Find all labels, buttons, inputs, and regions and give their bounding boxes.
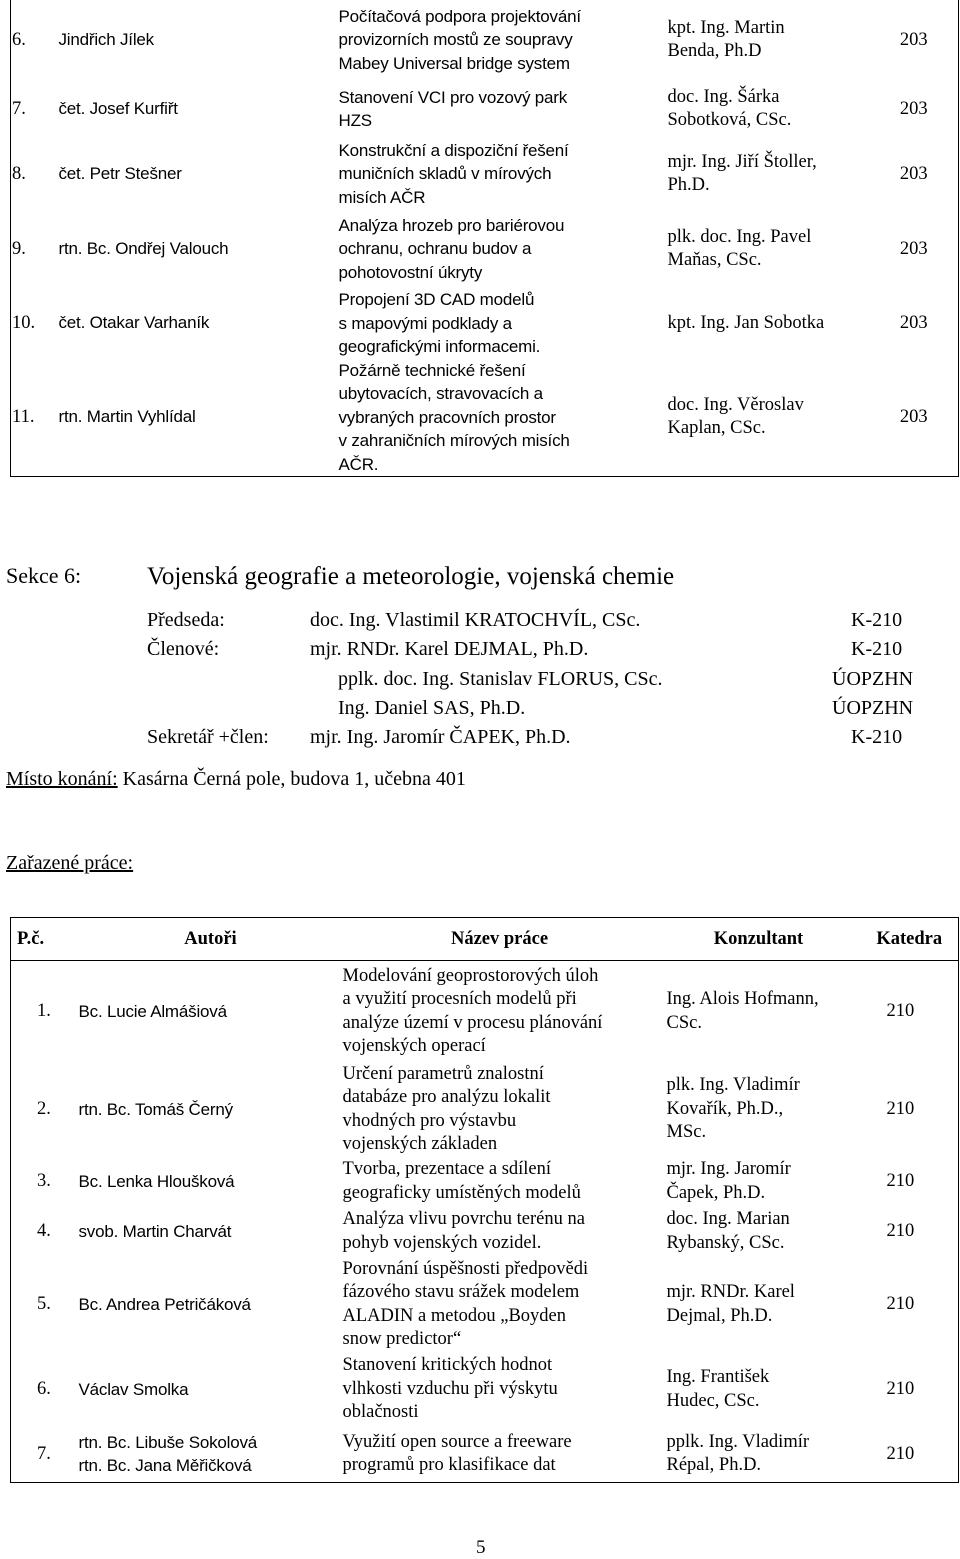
row-title-line: snow predictor“ — [342, 1329, 462, 1349]
table-row — [11, 1353, 959, 1427]
row-dept: 210 — [886, 1294, 915, 1314]
row-author: čet. Petr Stešner — [58, 164, 182, 183]
venue-label: Místo konání: — [6, 768, 118, 790]
person-dept: K-210 — [851, 726, 903, 748]
row-consultant-line: doc. Ing. Šárka — [667, 86, 780, 107]
row-number: 3. — [37, 1171, 51, 1191]
secretary-label: Sekretář +člen: — [147, 726, 269, 748]
row-title-line: muničních skladů v mírových — [338, 164, 552, 184]
row-title-line: Stanovení kritických hodnot — [342, 1355, 553, 1376]
table-row — [11, 0, 959, 80]
row-title-line: AČR. — [338, 454, 379, 474]
header-title: Název práce — [343, 918, 657, 961]
row-title-line: ALADIN a metodou „Boyden — [342, 1305, 566, 1326]
person-name: mjr. Ing. Jaromír ČAPEK, Ph.D. — [310, 726, 571, 748]
row-consultant — [657, 1063, 861, 1157]
person-dept: K-210 — [851, 638, 903, 660]
row-author: rtn. Bc. Ondřej Valouch — [58, 239, 229, 258]
row-authors-line: Václav Smolka — [78, 1379, 189, 1399]
row-number: 1. — [37, 1001, 51, 1022]
row-dept: 210 — [886, 1171, 915, 1191]
members-label: Členové: — [147, 638, 220, 660]
works-header-row — [11, 918, 959, 961]
row-title — [343, 1427, 657, 1483]
row-authors-line: rtn. Bc. Jana Měřičková — [78, 1456, 252, 1476]
table-row — [11, 1257, 959, 1353]
row-authors-line: Bc. Lenka Hloušková — [78, 1171, 235, 1191]
row-title-line: geograficky umístěných modelů — [342, 1182, 581, 1203]
row-consultant — [660, 138, 870, 210]
row-title-line: databáze pro analýzu lokalit — [342, 1087, 551, 1107]
table-row — [11, 138, 959, 210]
row-title-line: Analýza hrozeb pro bariérovou — [338, 215, 565, 235]
row-authors — [79, 1157, 343, 1207]
row-consultant-line: Ing. Alois Hofmann, — [666, 989, 819, 1010]
row-consultant — [657, 1157, 861, 1207]
person-name: doc. Ing. Vlastimil KRATOCHVÍL, CSc. — [310, 609, 641, 631]
row-number: 2. — [37, 1099, 51, 1119]
row-consultant-line: doc. Ing. Marian — [666, 1209, 790, 1229]
row-number: 6. — [37, 1379, 51, 1399]
row-title-line: vhodných pro výstavbu — [342, 1110, 517, 1131]
header-consultant: Konzultant — [657, 918, 861, 961]
top-table-body — [11, 0, 959, 477]
row-title-line: HZS — [338, 111, 372, 130]
row-title-line: vlhkosti vzduchu při výskytu — [342, 1378, 558, 1399]
row-title — [335, 288, 660, 359]
row-dept: 203 — [899, 163, 928, 184]
row-authors-line: Bc. Andrea Petričáková — [78, 1294, 251, 1314]
row-title — [343, 1207, 657, 1257]
person-dept: ÚOPZHN — [832, 697, 914, 719]
row-number: 7. — [12, 98, 26, 119]
row-consultant-line: mjr. Ing. Jaromír — [666, 1159, 791, 1179]
person-name: mjr. RNDr. Karel DEJMAL, Ph.D. — [310, 638, 589, 660]
row-consultant — [660, 0, 870, 80]
table-row — [11, 210, 959, 288]
row-title — [343, 1257, 657, 1353]
row-consultant-line: plk. Ing. Vladimír — [666, 1075, 800, 1096]
person-dept: K-210 — [851, 609, 903, 631]
row-title-line: Tvorba, prezentace a sdílení — [342, 1159, 552, 1179]
row-consultant-line: Maňas, CSc. — [667, 250, 762, 270]
row-number: 7. — [37, 1443, 51, 1464]
row-dept: 203 — [899, 312, 928, 333]
row-consultant-line: Rybanský, CSc. — [666, 1232, 785, 1253]
table-row — [11, 1063, 959, 1157]
row-title-line: Analýza vlivu povrchu terénu na — [342, 1209, 585, 1229]
row-title-line: a využití procesních modelů při — [342, 989, 577, 1010]
row-title-line: analýze území v procesu plánování — [342, 1012, 603, 1033]
row-consultant-line: Benda, Ph.D — [667, 41, 762, 61]
row-consultant — [657, 1207, 861, 1257]
row-title-line: pohotovostní úkryty — [338, 262, 483, 282]
row-title — [335, 80, 660, 138]
row-number: 4. — [37, 1221, 51, 1241]
row-consultant — [660, 80, 870, 138]
row-title-line: fázového stavu srážek modelem — [342, 1282, 580, 1302]
row-title-line: Mabey Universal bridge system — [338, 53, 570, 73]
table-row — [11, 359, 959, 477]
row-authors — [79, 1207, 343, 1257]
row-title-line: Konstrukční a dispoziční řešení — [338, 140, 569, 160]
row-authors-line: Bc. Lucie Almášiová — [78, 1002, 227, 1021]
row-dept: 203 — [899, 29, 928, 50]
section-title: Vojenská geografie a meteorologie, vojenská chemie — [147, 563, 675, 590]
row-title — [335, 138, 660, 210]
row-title-line: Modelování geoprostorových úloh — [342, 965, 599, 986]
row-number: 8. — [12, 163, 26, 184]
row-dept: 210 — [886, 1001, 915, 1022]
row-consultant — [660, 359, 870, 477]
row-consultant-line: Kaplan, CSc. — [667, 418, 766, 439]
row-title-line: ochranu, ochranu budov a — [338, 239, 532, 259]
row-title — [343, 1353, 657, 1427]
row-authors-line: rtn. Bc. Libuše Sokolová — [78, 1432, 258, 1452]
row-consultant-line: plk. doc. Ing. Pavel — [667, 226, 812, 247]
table-row — [11, 961, 959, 1063]
venue-line — [6, 768, 466, 791]
row-author: rtn. Martin Vyhlídal — [58, 407, 196, 427]
row-title — [343, 961, 657, 1063]
works-table-continued — [10, 0, 959, 477]
row-consultant — [657, 1257, 861, 1353]
works-table-body — [11, 961, 959, 1483]
chair-label: Předseda: — [147, 609, 225, 631]
table-row — [11, 288, 959, 359]
row-author: čet. Otakar Varhaník — [58, 313, 210, 333]
works-label: Zařazené práce: — [6, 852, 134, 874]
row-number: 11. — [12, 406, 35, 427]
row-consultant-line: mjr. RNDr. Karel — [666, 1282, 795, 1302]
works-table — [10, 917, 959, 1483]
row-title — [343, 1157, 657, 1207]
row-number: 6. — [12, 29, 26, 50]
row-title-line: Využití open source a freeware — [342, 1431, 572, 1452]
row-dept: 210 — [886, 1379, 915, 1399]
row-consultant — [660, 210, 870, 288]
row-authors — [79, 1427, 343, 1483]
row-consultant-line: CSc. — [666, 1012, 702, 1033]
row-consultant — [657, 1353, 861, 1427]
row-title-line: pohyb vojenských vozidel. — [342, 1232, 542, 1253]
page-number: 5 — [476, 1537, 486, 1558]
row-title-line: Určení parametrů znalostní — [342, 1063, 544, 1084]
row-title-line: vojenských operací — [342, 1036, 486, 1057]
row-title-line: Porovnání úspěšnosti předpovědi — [342, 1258, 589, 1279]
row-number: 10. — [12, 312, 36, 333]
row-title-line: vojenských základen — [342, 1134, 498, 1154]
table-row — [11, 80, 959, 138]
row-consultant-line: Ing. František — [666, 1367, 770, 1387]
row-consultant-line: Kovařík, Ph.D., — [666, 1098, 784, 1119]
row-title — [335, 359, 660, 477]
row-authors-line: rtn. Bc. Tomáš Černý — [78, 1099, 233, 1119]
table-row — [11, 1207, 959, 1257]
row-title-line: Stanovení VCI pro vozový park — [338, 87, 568, 107]
row-title-line: vybraných pracovních prostor — [338, 407, 556, 427]
row-consultant-line: Hudec, CSc. — [666, 1390, 760, 1411]
row-dept: 210 — [886, 1443, 915, 1464]
row-consultant-line: kpt. Ing. Martin — [667, 17, 785, 38]
row-consultant — [660, 288, 870, 359]
row-consultant-line: Ph.D. — [667, 175, 710, 195]
row-consultant-line: Sobotková, CSc. — [667, 110, 792, 130]
row-authors-line: svob. Martin Charvát — [78, 1221, 232, 1241]
row-consultant-line: MSc. — [666, 1122, 707, 1143]
row-consultant-line: kpt. Ing. Jan Sobotka — [667, 312, 825, 333]
row-author: Jindřich Jílek — [58, 30, 154, 49]
person-name: pplk. doc. Ing. Stanislav FLORUS, CSc. — [338, 668, 663, 690]
section-label: Sekce 6: — [6, 563, 82, 588]
row-title-line: provizorních mostů ze soupravy — [338, 30, 573, 50]
row-title — [335, 210, 660, 288]
row-dept: 203 — [899, 238, 928, 259]
row-authors — [79, 1063, 343, 1157]
row-title-line: s mapovými podklady a — [338, 313, 512, 333]
row-consultant-line: pplk. Ing. Vladimír — [666, 1431, 810, 1452]
row-title-line: oblačnosti — [342, 1402, 419, 1423]
row-consultant — [657, 961, 861, 1063]
row-consultant — [657, 1427, 861, 1483]
row-authors — [79, 1353, 343, 1427]
venue-value: Kasárna Černá pole, budova 1, učebna 401 — [122, 768, 466, 790]
row-title-line: misích AČR — [338, 187, 426, 207]
row-title-line: Propojení 3D CAD modelů — [338, 290, 535, 309]
row-authors — [79, 961, 343, 1063]
row-consultant-line: Dejmal, Ph.D. — [666, 1305, 773, 1326]
row-consultant-line: Čapek, Ph.D. — [666, 1182, 766, 1203]
header-authors: Autoři — [79, 918, 343, 961]
row-consultant-line: mjr. Ing. Jiří Štoller, — [667, 151, 817, 172]
row-title-line: Počítačová podpora projektování — [338, 6, 581, 26]
row-title-line: Požárně technické řešení — [338, 360, 526, 380]
row-title — [335, 0, 660, 80]
person-dept: ÚOPZHN — [832, 668, 914, 690]
header-num: P.č. — [11, 918, 79, 961]
table-row — [11, 1157, 959, 1207]
row-title-line: geografickými informacemi. — [338, 337, 541, 356]
row-dept: 210 — [886, 1221, 915, 1241]
row-dept: 203 — [899, 98, 928, 119]
row-consultant-line: Répal, Ph.D. — [666, 1455, 762, 1476]
row-title-line: ubytovacích, stravovacích a — [338, 384, 543, 403]
person-name: Ing. Daniel SAS, Ph.D. — [338, 697, 526, 719]
header-dept: Katedra — [861, 918, 959, 961]
row-author: čet. Josef Kurfiřt — [58, 99, 178, 118]
row-title-line: v zahraničních mírových misích — [338, 431, 570, 450]
row-dept: 210 — [886, 1099, 915, 1119]
row-dept: 203 — [899, 406, 928, 427]
row-title-line: programů pro klasifikace dat — [342, 1455, 556, 1476]
table-row — [11, 1427, 959, 1483]
row-authors — [79, 1257, 343, 1353]
row-number: 5. — [37, 1294, 51, 1314]
row-number: 9. — [12, 238, 26, 259]
row-consultant-line: doc. Ing. Věroslav — [667, 394, 804, 415]
row-title — [343, 1063, 657, 1157]
